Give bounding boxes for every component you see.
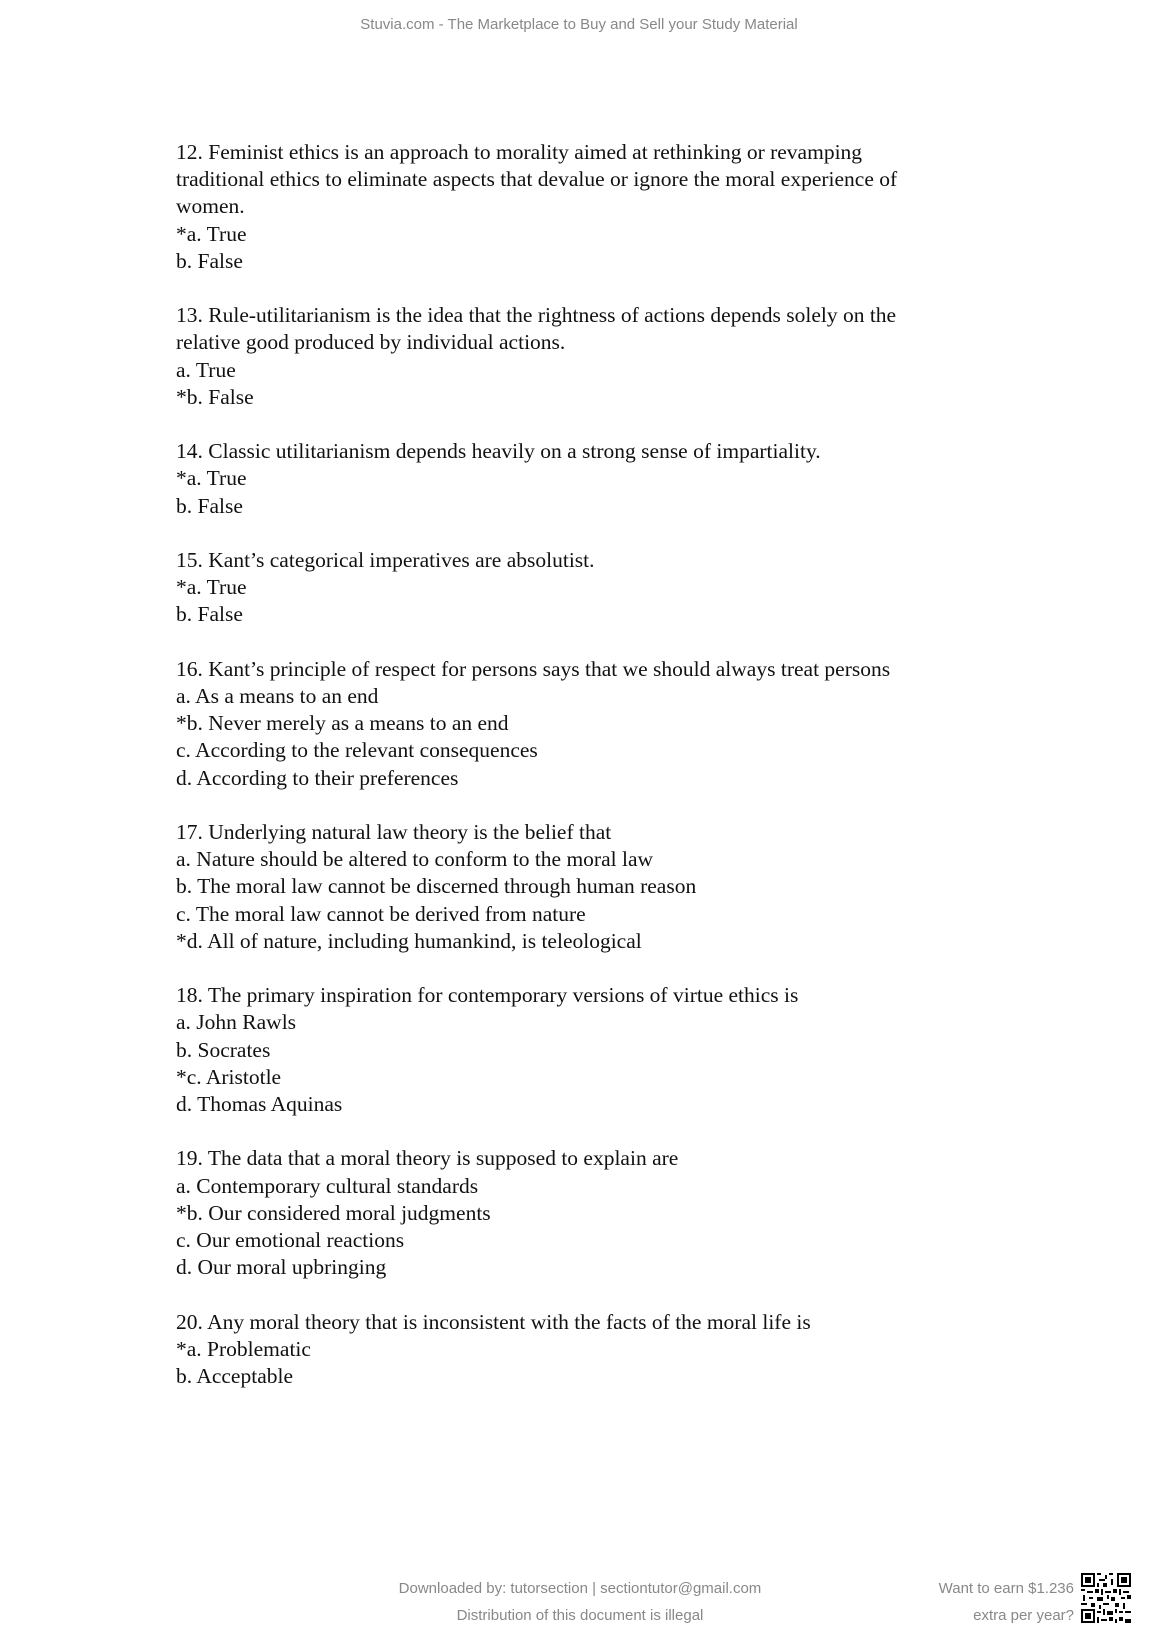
answer-option: *b. False <box>176 384 254 409</box>
question-text: 16. Kant’s principle of respect for persons says that we should always treat persons <box>176 656 891 681</box>
question-16 <box>176 656 996 792</box>
question-text: traditional ethics to eliminate aspects that devalue or ignore the moral experience of <box>176 167 898 192</box>
page-header: Stuvia.com - The Marketplace to Buy and Sell your Study Material <box>360 16 798 33</box>
question-text: 20. Any moral theory that is inconsistent with the facts of the moral life is <box>176 1309 811 1334</box>
question-12 <box>176 139 996 275</box>
answer-option: c. The moral law cannot be derived from nature <box>176 901 586 926</box>
answer-option: a. John Rawls <box>176 1010 297 1035</box>
answer-option: *a. Problematic <box>176 1336 311 1361</box>
answer-option: *a. True <box>176 466 247 491</box>
question-text: 12. Feminist ethics is an approach to morality aimed at rethinking or revamping <box>176 140 863 164</box>
answer-option: b. False <box>176 248 243 273</box>
answer-option: a. True <box>176 357 236 382</box>
answer-option: a. As a means to an end <box>176 684 379 708</box>
answer-option: b. False <box>176 602 243 627</box>
question-20 <box>176 1309 996 1391</box>
answer-option: a. Contemporary cultural standards <box>176 1173 479 1198</box>
earn-promo-line1[interactable]: Want to earn $1.236 <box>938 1580 1074 1597</box>
question-text: 15. Kant’s categorical imperatives are absolutist. <box>176 548 595 572</box>
downloaded-by-text: Downloaded by: tutorsection | sectiontutor@gmail.com <box>398 1580 762 1597</box>
answer-option: *a. True <box>176 221 247 246</box>
answer-option: b. Socrates <box>176 1037 271 1062</box>
question-text: 18. The primary inspiration for contemporary versions of virtue ethics is <box>176 983 799 1008</box>
question-15 <box>176 547 996 629</box>
answer-option: d. According to their preferences <box>176 765 459 790</box>
answer-option: b. Acceptable <box>176 1364 294 1389</box>
question-17 <box>176 819 996 955</box>
answer-option: c. Our emotional reactions <box>176 1228 405 1253</box>
question-text: 17. Underlying natural law theory is the belief that <box>176 820 612 844</box>
question-text: 13. Rule-utilitarianism is the idea that the rightness of actions depends solely on the <box>176 303 897 328</box>
question-text: 19. The data that a moral theory is supposed to explain are <box>176 1146 679 1171</box>
question-list <box>176 139 996 1417</box>
answer-option: b. False <box>176 493 243 518</box>
question-text: 14. Classic utilitarianism depends heavily on a strong sense of impartiality. <box>176 439 821 464</box>
question-18 <box>176 982 996 1118</box>
earn-promo-line2[interactable]: extra per year? <box>973 1607 1074 1624</box>
answer-option: d. Our moral upbringing <box>176 1255 387 1280</box>
earn-promo[interactable] <box>939 1575 1074 1629</box>
download-footer <box>330 1575 830 1629</box>
question-19 <box>176 1145 996 1281</box>
question-text: relative good produced by individual actions. <box>176 330 566 355</box>
question-14 <box>176 438 996 520</box>
answer-option: b. The moral law cannot be discerned through human reason <box>176 874 697 899</box>
qr-code-icon[interactable] <box>1081 1573 1131 1623</box>
answer-option: *c. Aristotle <box>176 1064 282 1089</box>
answer-option: *b. Never merely as a means to an end <box>176 711 509 736</box>
question-text: women. <box>176 194 245 219</box>
question-13 <box>176 302 996 411</box>
answer-option: a. Nature should be altered to conform to the moral law <box>176 847 654 872</box>
answer-option: d. Thomas Aquinas <box>176 1092 343 1117</box>
answer-option: *a. True <box>176 575 247 600</box>
answer-option: *d. All of nature, including humankind, is teleological <box>176 928 642 953</box>
answer-option: *b. Our considered moral judgments <box>176 1200 491 1225</box>
answer-option: c. According to the relevant consequences <box>176 738 538 763</box>
distribution-notice: Distribution of this document is illegal <box>456 1607 704 1624</box>
